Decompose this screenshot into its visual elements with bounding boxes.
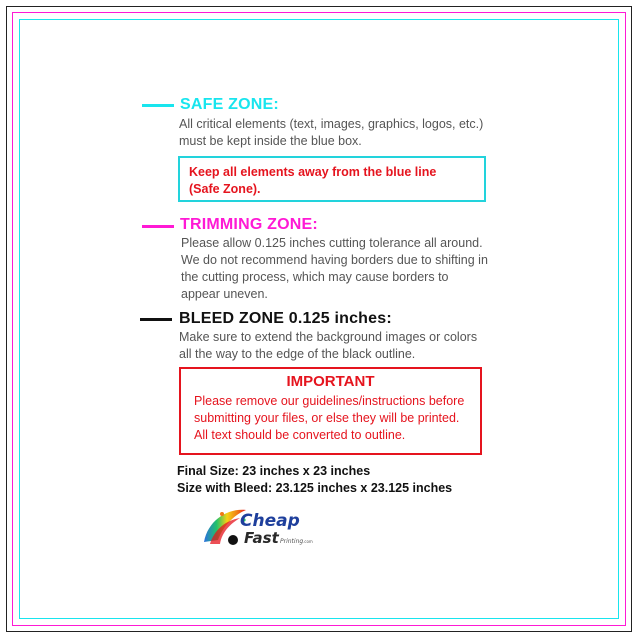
safe-zone-line: must be kept inside the blue box.	[179, 134, 362, 148]
bleed-zone-dash	[140, 318, 172, 321]
cheap-fast-printing-logo	[200, 500, 320, 560]
safe-zone-line: All critical elements (text, images, graphics, logos, etc.)	[179, 117, 484, 131]
size-info	[177, 463, 452, 497]
trimming-zone-line: We do not recommend having borders due to shifting in	[181, 253, 488, 267]
trimming-zone-heading: TRIMMING ZONE:	[180, 216, 318, 233]
safe-zone-description	[179, 116, 483, 150]
safe-zone-heading: SAFE ZONE:	[180, 96, 279, 113]
important-line: submitting your files, or else they will be printed.	[194, 411, 460, 425]
trimming-zone-line: appear uneven.	[181, 287, 268, 301]
safe-zone-notice-box	[178, 156, 486, 202]
final-size: Final Size: 23 inches x 23 inches	[177, 464, 371, 478]
safe-notice-line: (Safe Zone).	[189, 182, 261, 196]
safe-notice-line: Keep all elements away from the blue line	[189, 165, 437, 179]
logo-ink-drop	[228, 535, 238, 545]
trimming-zone-dash	[142, 225, 174, 228]
trimming-zone-line: Please allow 0.125 inches cutting tolerance all around.	[181, 236, 483, 250]
important-line: Please remove our guidelines/instructions before	[194, 394, 465, 408]
size-with-bleed: Size with Bleed: 23.125 inches x 23.125 inches	[177, 481, 453, 495]
important-title: IMPORTANT	[286, 373, 375, 390]
bleed-zone-description	[179, 329, 477, 363]
bleed-zone-heading: BLEED ZONE 0.125 inches:	[179, 310, 392, 327]
important-lines	[181, 393, 480, 444]
logo-word-cheap: Cheap	[240, 511, 300, 531]
bleed-zone-line: Make sure to extend the background images or colors	[179, 330, 478, 344]
logo-word-printing: Printing	[280, 538, 304, 545]
important-notice-box	[179, 367, 482, 455]
important-line: All text should be converted to outline.	[194, 428, 406, 442]
safe-zone-dash	[142, 104, 174, 107]
bleed-zone-line: all the way to the edge of the black outline.	[179, 347, 416, 361]
trimming-zone-description	[181, 235, 488, 303]
trimming-zone-line: the cutting process, which may cause borders to	[181, 270, 449, 284]
logo-word-fast: Fast	[244, 529, 279, 547]
logo-suffix: .com	[303, 539, 313, 544]
